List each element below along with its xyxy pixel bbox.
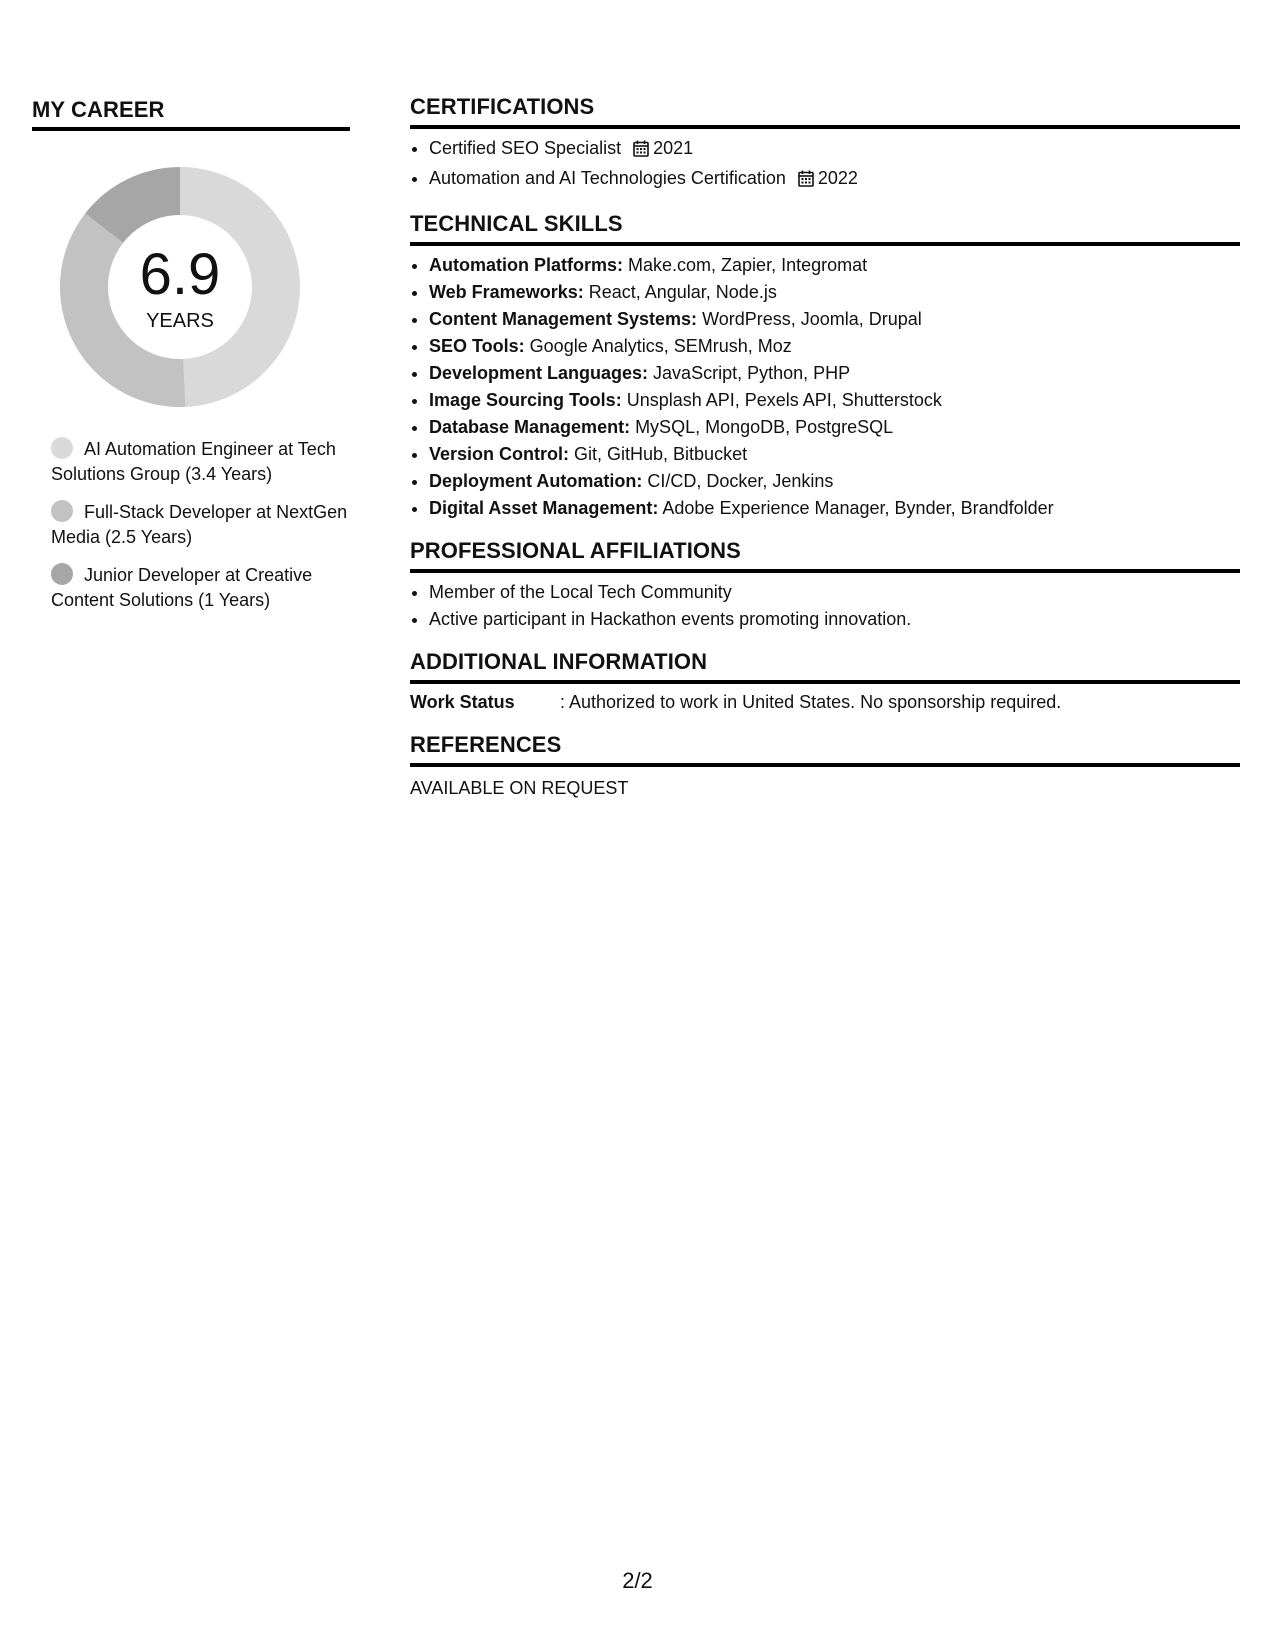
legend-item	[51, 563, 350, 613]
page-number: 2/2	[622, 1568, 653, 1593]
skill-item	[429, 360, 1240, 387]
career-section	[32, 96, 350, 626]
legend-dot-icon	[51, 563, 73, 585]
skill-item	[429, 414, 1240, 441]
affiliation-item: • Active participant in Hackathon events promoting innovation.	[429, 606, 1240, 633]
skill-item	[429, 252, 1240, 279]
work-status-value: : Authorized to work in United States. No sponsorship required.	[560, 692, 1062, 712]
skill-label: Digital Asset Management:	[429, 498, 659, 518]
skills-list	[410, 252, 1240, 522]
legend-item	[51, 437, 350, 487]
skill-value: MySQL, MongoDB, PostgreSQL	[630, 417, 894, 437]
legend-label: Full-Stack Developer at NextGen Media (2.5 Years)	[51, 502, 348, 547]
certifications-list	[410, 135, 1240, 195]
skill-item	[429, 387, 1240, 414]
career-legend	[51, 437, 350, 613]
skill-value: Adobe Experience Manager, Bynder, Brandfolder	[658, 498, 1054, 518]
skill-label: Content Management Systems:	[429, 309, 698, 329]
skill-value: Unsplash API, Pexels API, Shutterstock	[621, 390, 942, 410]
skill-value: JavaScript, Python, PHP	[648, 363, 851, 383]
certification-item	[429, 135, 1240, 165]
calendar-icon	[798, 168, 814, 195]
references-title: REFERENCES	[410, 731, 1240, 767]
skill-label: Image Sourcing Tools:	[429, 390, 622, 410]
certification-year: 2022	[817, 168, 858, 188]
certification-year: 2021	[653, 138, 694, 158]
legend-item	[51, 500, 350, 550]
legend-dot-icon	[51, 437, 73, 459]
total-years-value: 6.9	[139, 242, 221, 307]
skill-label: Automation Platforms:	[429, 255, 624, 275]
skill-label: Version Control:	[429, 444, 570, 464]
skill-label: Database Management:	[429, 417, 631, 437]
certification-name: Certified SEO Specialist	[429, 138, 622, 158]
skill-item	[429, 333, 1240, 360]
skill-value: Git, GitHub, Bitbucket	[569, 444, 748, 464]
skill-value: Google Analytics, SEMrush, Moz	[524, 336, 792, 356]
skill-item	[429, 468, 1240, 495]
legend-label: Junior Developer at Creative Content Solutions (1 Years)	[51, 565, 313, 610]
certification-item	[429, 165, 1240, 195]
skill-value: CI/CD, Docker, Jenkins	[642, 471, 834, 491]
work-status-row	[410, 689, 1240, 716]
skill-item	[429, 279, 1240, 306]
skill-label: Development Languages:	[429, 363, 649, 383]
skill-value: Make.com, Zapier, Integromat	[623, 255, 868, 275]
references-text: AVAILABLE ON REQUEST	[410, 778, 629, 798]
career-donut-chart	[56, 163, 304, 411]
career-title: MY CAREER	[32, 96, 350, 131]
skill-label: SEO Tools:	[429, 336, 525, 356]
skill-item	[429, 441, 1240, 468]
skill-item	[429, 306, 1240, 333]
total-years-unit: YEARS	[146, 310, 214, 332]
skill-item	[429, 495, 1240, 522]
skill-value: React, Angular, Node.js	[583, 282, 777, 302]
legend-label: AI Automation Engineer at Tech Solutions Group (3.4 Years)	[51, 439, 336, 484]
affiliations-list	[410, 579, 1240, 633]
skill-label: Deployment Automation:	[429, 471, 643, 491]
certification-name: Automation and AI Technologies Certification	[429, 168, 786, 188]
work-status-key: Work Status	[410, 692, 515, 712]
legend-dot-icon	[51, 500, 73, 522]
donut-center	[56, 163, 304, 411]
skills-title: TECHNICAL SKILLS	[410, 210, 1240, 246]
certifications-title: CERTIFICATIONS	[410, 93, 1240, 129]
skill-value: WordPress, Joomla, Drupal	[697, 309, 922, 329]
affiliation-item: • Member of the Local Tech Community	[429, 579, 1240, 606]
main-content	[410, 93, 1240, 802]
affiliations-title: PROFESSIONAL AFFILIATIONS	[410, 537, 1240, 573]
skill-label: Web Frameworks:	[429, 282, 584, 302]
additional-info-title: ADDITIONAL INFORMATION	[410, 648, 1240, 684]
calendar-icon	[633, 138, 649, 165]
